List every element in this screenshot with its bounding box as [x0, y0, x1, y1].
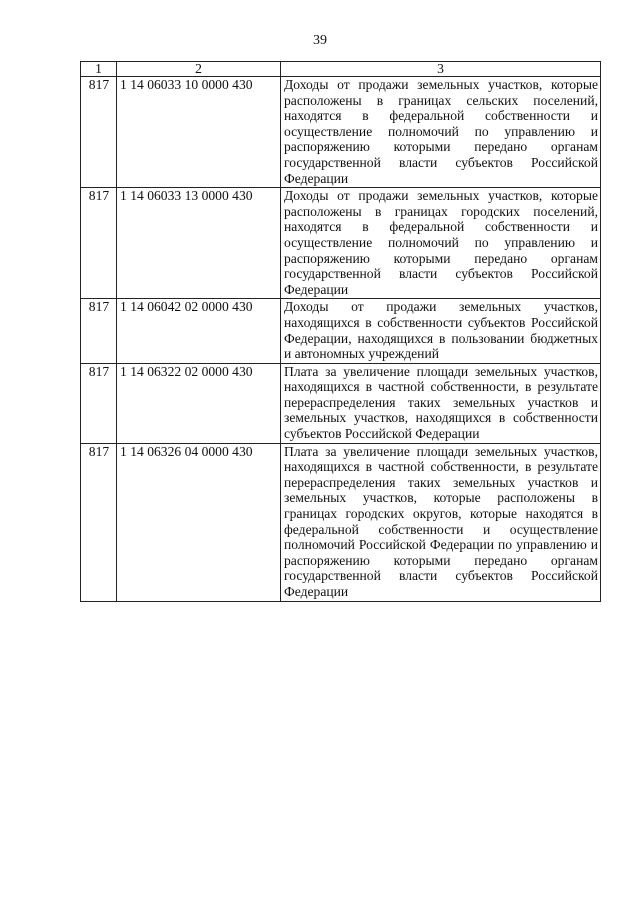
table-row	[81, 443, 601, 601]
table-row	[81, 363, 601, 443]
table-row	[81, 299, 601, 363]
page-number: 39	[313, 33, 327, 48]
admin-code-cell: 817	[81, 363, 117, 443]
description-cell: Доходы от продажи земельных участков, находящихся в собственности субъектов Российской Федерации, находящихся в пользовании бюджетных и автономных учреждений	[281, 299, 601, 363]
description-cell: Доходы от продажи земельных участков, которые расположены в границах сельских поселений, находятся в федеральной собственности и осуществление полномочий по управлению и распоряжению которыми передано органам государственной власти субъектов Российской Федерации	[281, 77, 601, 188]
budget-code-cell: 1 14 06033 10 0000 430	[117, 77, 281, 188]
description-cell: Доходы от продажи земельных участков, которые расположены в границах городских поселений, находятся в федеральной собственности и осуществление полномочий по управлению и распоряжению которыми передано органам государственной власти субъектов Российской Федерации	[281, 188, 601, 299]
table-row	[81, 77, 601, 188]
description-cell: Плата за увеличение площади земельных участков, находящихся в частной собственности, в результате перераспределения таких земельных участков и земельных участков, находящихся в собственности субъектов Российской Федерации	[281, 363, 601, 443]
budget-code-cell: 1 14 06326 04 0000 430	[117, 443, 281, 601]
admin-code-cell: 817	[81, 299, 117, 363]
admin-code-cell: 817	[81, 77, 117, 188]
column-header-1: 1	[81, 62, 117, 77]
column-header-2: 2	[117, 62, 281, 77]
table-header-row	[81, 62, 601, 77]
budget-code-cell: 1 14 06042 02 0000 430	[117, 299, 281, 363]
description-cell: Плата за увеличение площади земельных участков, находящихся в частной собственности, в результате перераспределения таких земельных участков и земельных участков, которые расположены в границах городских округов, которые находятся в федеральной собственности и осуществление полномочий Российской Федерации по управлению и распоряжению которыми передано органам государственной власти субъектов Российской Федерации	[281, 443, 601, 601]
admin-code-cell: 817	[81, 188, 117, 299]
budget-code-cell: 1 14 06033 13 0000 430	[117, 188, 281, 299]
budget-code-cell: 1 14 06322 02 0000 430	[117, 363, 281, 443]
budget-classification-table	[80, 61, 601, 602]
table-row	[81, 188, 601, 299]
column-header-3: 3	[281, 62, 601, 77]
admin-code-cell: 817	[81, 443, 117, 601]
